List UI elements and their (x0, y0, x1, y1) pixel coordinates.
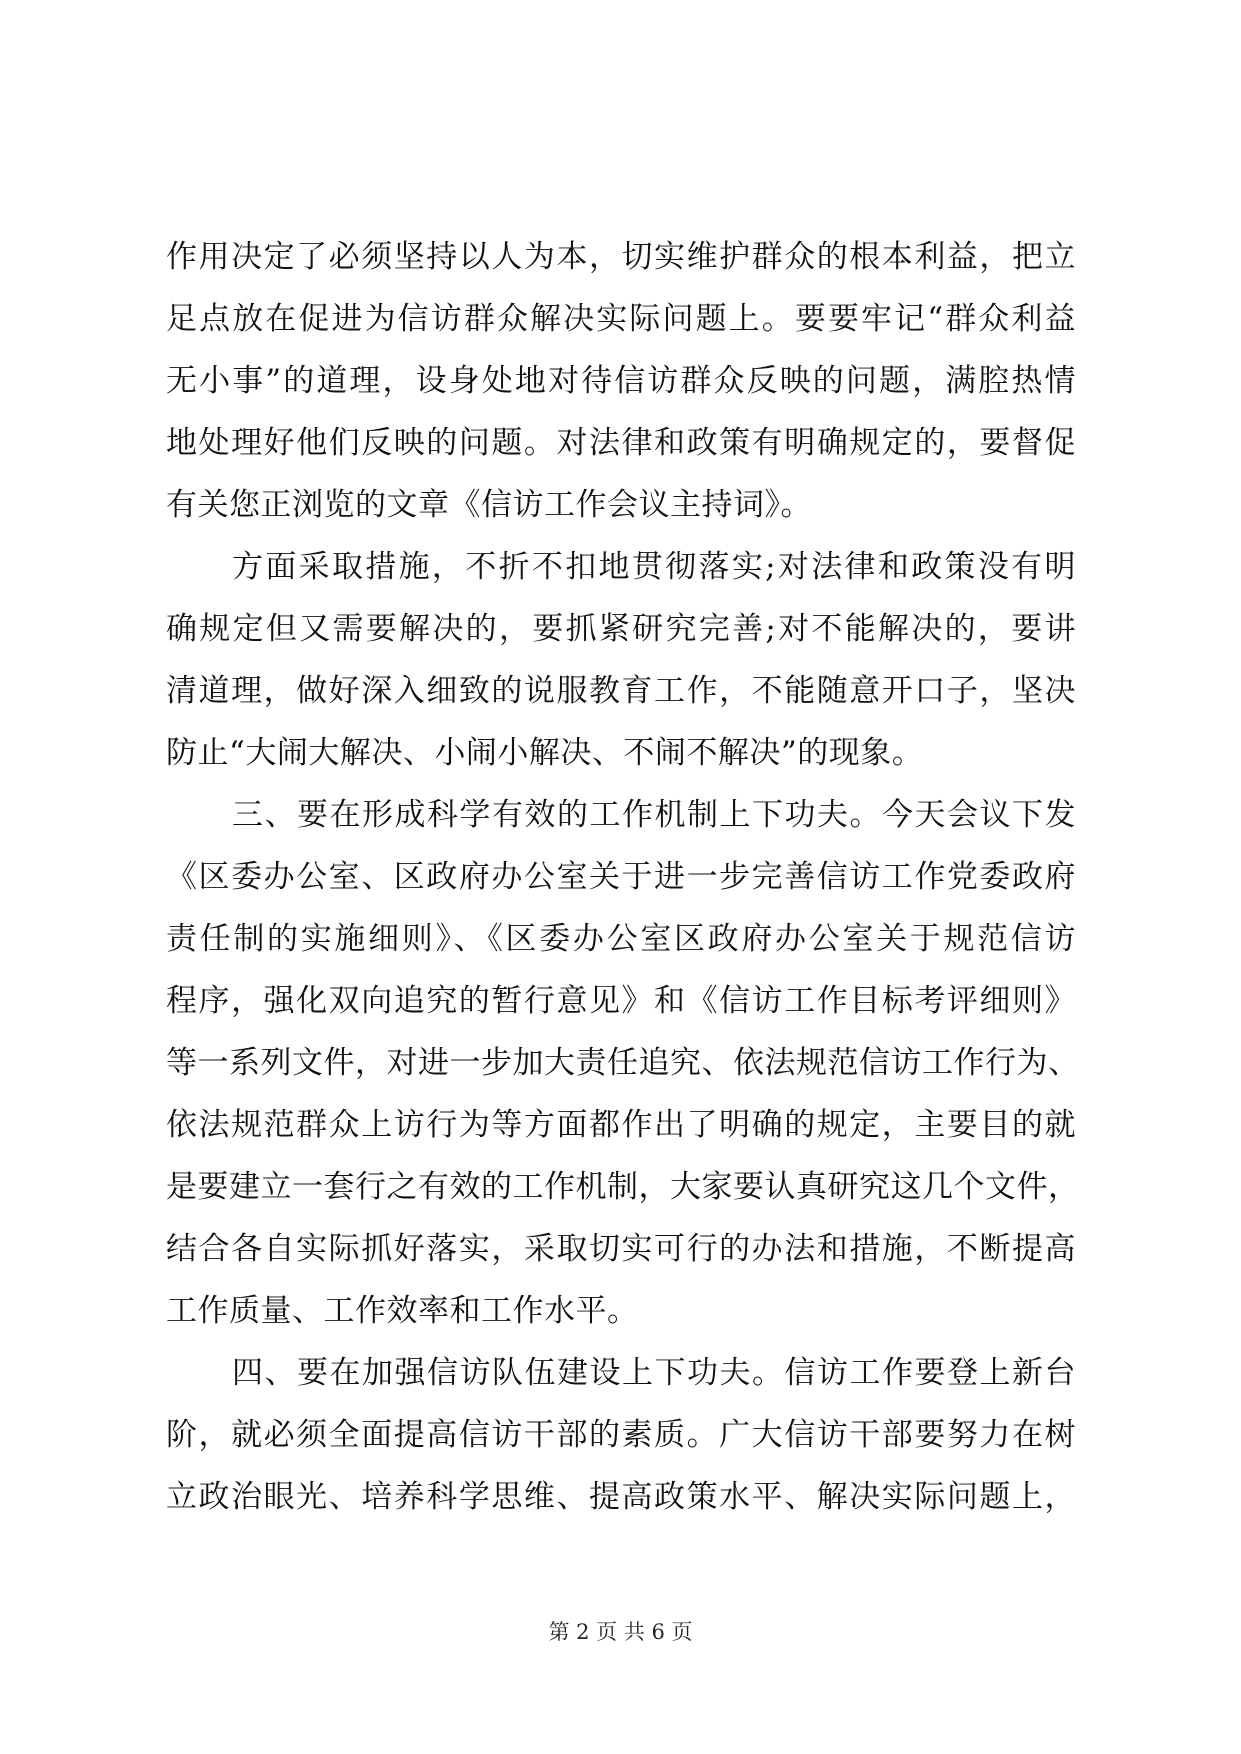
text-line: 《区委办公室、区政府办公室关于进一步完善信访工作党委政府 (166, 859, 1076, 895)
text-line: 是要建立一套行之有效的工作机制，大家要认真研究这几个文件， (166, 1169, 1080, 1205)
text-line: 有关您正浏览的文章《信访工作会议主持词》。 (166, 487, 812, 523)
text-line: 工作质量、工作效率和工作水平。 (166, 1293, 639, 1329)
text-line: 地处理好他们反映的问题。对法律和政策有明确规定的，要督促 (166, 425, 1076, 461)
text-line: 等一系列文件，对进一步加大责任追究、依法规范信访工作行为、 (166, 1045, 1080, 1081)
text-line: 四、要在加强信访队伍建设上下功夫。信访工作要登上新台 (232, 1355, 1076, 1391)
text-line: 足点放在促进为信访群众解决实际问题上。要要牢记“群众利益 (166, 301, 1076, 337)
text-line: 责任制的实施细则》、《区委办公室区政府办公室关于规范信访 (166, 921, 1076, 957)
text-line: 阶，就必须全面提高信访干部的素质。广大信访干部要努力在树 (166, 1417, 1076, 1453)
text-line: 无小事”的道理，设身处地对待信访群众反映的问题，满腔热情 (166, 363, 1076, 399)
text-line: 作用决定了必须坚持以人为本，切实维护群众的根本利益，把立 (166, 239, 1076, 275)
text-line: 三、要在形成科学有效的工作机制上下功夫。今天会议下发 (232, 797, 1076, 833)
page-footer: 第 2 页 共 6 页 (548, 1620, 693, 1644)
text-line: 方面采取措施，不折不扣地贯彻落实;对法律和政策没有明 (232, 549, 1076, 585)
text-line: 程序，强化双向追究的暂行意见》和《信访工作目标考评细则》 (166, 983, 1076, 1019)
text-line: 结合各自实际抓好落实，采取切实可行的办法和措施，不断提高 (166, 1231, 1076, 1267)
document-body (166, 226, 1080, 1528)
text-line: 确规定但又需要解决的，要抓紧研究完善;对不能解决的，要讲 (166, 611, 1076, 647)
text-line: 清道理，做好深入细致的说服教育工作，不能随意开口子，坚决 (166, 673, 1076, 709)
text-line: 立政治眼光、培养科学思维、提高政策水平、解决实际问题上， (166, 1479, 1076, 1515)
text-line: 防止“大闹大解决、小闹小解决、不闹不解决”的现象。 (166, 735, 924, 771)
text-line: 依法规范群众上访行为等方面都作出了明确的规定，主要目的就 (166, 1107, 1076, 1143)
